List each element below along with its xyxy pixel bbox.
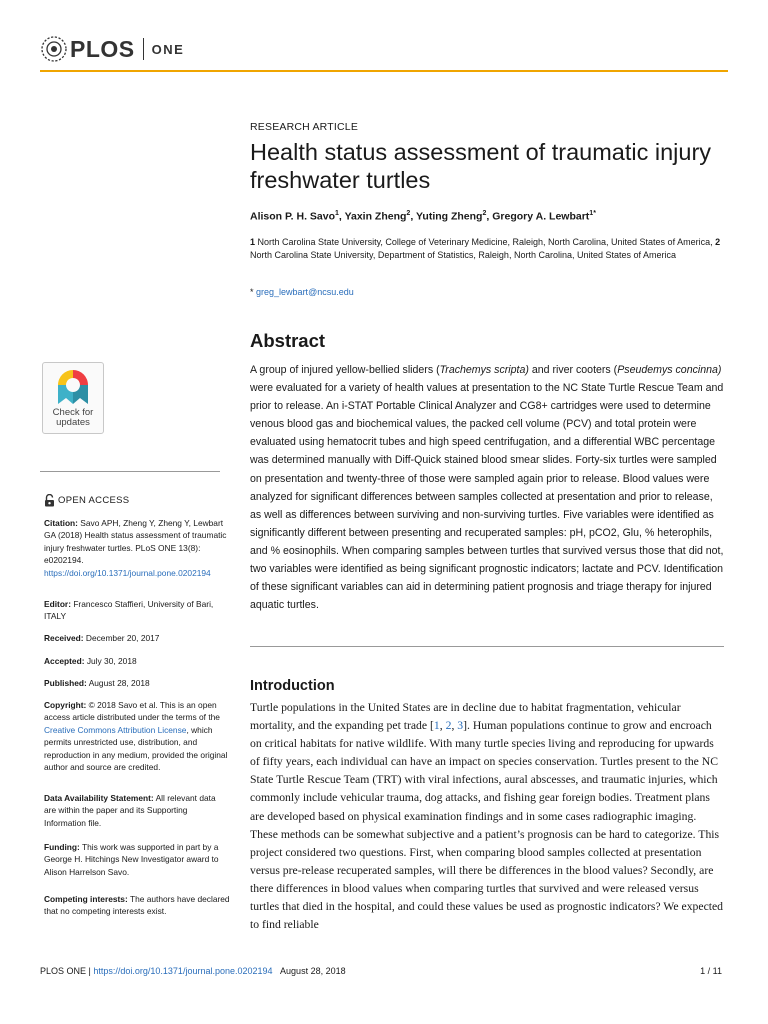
editor-block	[44, 598, 230, 623]
open-lock-icon	[44, 494, 55, 507]
footer-date: August 28, 2018	[280, 966, 346, 976]
funding-label: Funding:	[44, 842, 80, 852]
affiliations	[250, 236, 724, 261]
funding-block	[44, 841, 230, 878]
author-affil-sup: 2	[406, 210, 411, 217]
author-name[interactable]: Yuting Zheng	[415, 210, 483, 223]
abstract-heading: Abstract	[250, 330, 326, 351]
logo-separator	[143, 38, 144, 60]
species-name: Trachemys scripta)	[439, 364, 529, 376]
author-name[interactable]: Gregory A. Lewbart	[492, 210, 590, 223]
citation-label: Citation:	[44, 518, 78, 528]
corresponding-star: *	[250, 287, 254, 297]
crossmark-icon	[56, 368, 90, 406]
affiliation-1: North Carolina State University, College of Veterinary Medicine, Raleigh, North Carolina, United States of America,	[257, 237, 713, 247]
data-availability-text: All relevant data are within the paper and its Supporting Information file.	[44, 793, 216, 828]
reference-link[interactable]: 2	[445, 719, 452, 733]
copyright-text: © 2018 Savo et al. This is an open access article distributed under the terms of the	[44, 700, 220, 723]
abstract-divider	[250, 646, 724, 647]
corresponding-email	[250, 287, 354, 297]
author-affil-sup: 2	[482, 210, 487, 217]
open-access-label: OPEN ACCESS	[58, 495, 130, 506]
plos-logo[interactable]	[40, 34, 184, 64]
copyright-text-cont: , which permits unrestricted use, distribution, and reproduction in any medium, provided the original author and source are credited.	[44, 724, 228, 773]
reference-link[interactable]: 3	[457, 719, 464, 733]
author-affil-sup: 1	[335, 210, 339, 217]
reference-link[interactable]: 1	[433, 719, 440, 733]
logo-journal: ONE	[151, 41, 185, 57]
logo-text: PLOS	[70, 35, 135, 62]
introduction-heading: Introduction	[250, 678, 335, 694]
affiliation-number: 1	[250, 237, 256, 247]
accepted-block	[44, 655, 230, 667]
copyright-label: Copyright:	[44, 700, 87, 710]
accepted-date: July 30, 2018	[86, 656, 137, 666]
citation-block	[44, 517, 230, 579]
received-label: Received:	[44, 633, 84, 643]
header-rule	[40, 70, 728, 72]
affiliation-2: North Carolina State University, Department of Statistics, Raleigh, North Carolina, United States of America	[250, 249, 677, 260]
page-number: 1 / 11	[700, 966, 722, 976]
abstract-text	[250, 361, 724, 614]
published-label: Published:	[44, 678, 87, 688]
intro-part: ]. Human populations continue to grow and encroach on critical habitats for native wildlife. With many turtle species living and reproducing for upwards of fifty years, each individual can have an impact on species conservation. Turtles present to the NC State Turtle Rescue Team (TRT) with viral infections, aural abscesses, and traumatic injuries, which commonly include vehicular trauma, dog attacks, and fishing gear foreign bodies. Treatment plans are developed based on physical examination findings and in some cases radiographic imaging. These methods can be somewhat subjective and a patient’s prognosis can be hard to categorize. This project considered two questions. First, when comparing blood samples collected at presentation versus pre-release recuperated samples, will there be differences in the blood values? Secondly, are there differences in blood values when comparing turtles that survived and were released versus turtles that died in the hospital, and could these values be used as prognostic indicators? We expected to find reliable	[250, 719, 724, 932]
citation-text: Savo APH, Zheng Y, Zheng Y, Lewbart GA (2018) Health status assessment of traumatic injury freshwater turtles. PLoS ONE 13(8): e0202194.	[44, 518, 227, 566]
article-title: Health status assessment of traumatic injury freshwater turtles	[250, 139, 712, 193]
published-date: August 28, 2018	[88, 678, 150, 688]
citation-doi-link[interactable]: https://doi.org/10.1371/journal.pone.0202194	[44, 567, 211, 578]
affiliation-number: 2	[715, 237, 721, 247]
author-name[interactable]: Alison P. H. Savo	[250, 210, 335, 223]
competing-interests-text: The authors have declared that no competing interests exist.	[44, 894, 230, 917]
data-availability-label: Data Availability Statement:	[44, 793, 154, 803]
abstract-part: A group of injured yellow-bellied sliders (	[250, 364, 440, 376]
editor-text: Francesco Staffieri, University of Bari, ITALY	[44, 599, 214, 622]
accepted-label: Accepted:	[44, 656, 85, 666]
funding-text: This work was supported in part by a George H. Hitchings New Investigator award to Alison Harrelson Savo.	[44, 842, 219, 877]
data-availability-block	[44, 792, 230, 829]
page-footer	[40, 966, 346, 976]
intro-part: Turtle populations in the United States are in decline due to habitat fragmentation, vehicular mortality, and the expanding pet trade [	[250, 701, 681, 733]
license-link[interactable]: Creative Commons Attribution License	[44, 724, 187, 735]
published-block	[44, 677, 230, 689]
copyright-block	[44, 699, 230, 773]
competing-interests-block	[44, 893, 230, 918]
abstract-part: and river cooters (	[528, 364, 618, 376]
author-affil-sup: 1*	[589, 210, 596, 217]
author-name[interactable]: Yaxin Zheng	[344, 210, 407, 223]
footer-doi-link[interactable]: https://doi.org/10.1371/journal.pone.0202194	[93, 966, 273, 976]
plos-logo-mark-icon	[40, 35, 68, 63]
species-name: Pseudemys concinna)	[617, 364, 722, 376]
editor-label: Editor:	[44, 599, 71, 609]
open-access-badge	[44, 494, 129, 507]
received-block	[44, 632, 230, 644]
check-for-updates-button[interactable]	[42, 362, 104, 434]
crossmark-label: Check for updates	[52, 407, 94, 428]
email-link[interactable]: greg_lewbart@ncsu.edu	[256, 287, 354, 297]
competing-interests-label: Competing interests:	[44, 894, 128, 904]
introduction-text: Turtle populations in the United States are in decline due to habitat fragmentation, vehicular mortality, and the expanding pet trade [1, 2, 3]. Human populations continue to grow and encroach on critical habitats for native wildlife. With many turtle species living and reproducing for upwards of fifty years, each individual can have an impact on species conservation. Turtles present to the NC State Turtle Rescue Team (TRT) with viral infections, aural abscesses, and traumatic injuries, which commonly include vehicular trauma, dog attacks, and fishing gear foreign bodies. Treatment plans are developed based on physical examination findings and in some cases radiographic imaging. These methods can be somewhat subjective and a patient’s prognosis can be hard to categorize. This project considered two questions. First, when comparing blood samples collected at presentation versus pre-release recuperated samples, will there be differences in the blood values? Secondly, are there differences in blood values when comparing turtles that survived and were released versus turtles that died in the hospital, and could these values be used as prognostic indicators? We expected to find reliable	[250, 701, 724, 932]
abstract-part: were evaluated for a variety of health values at presentation to the NC State Turtle Rescue Team and prior to release. An i-STAT Portable Clinical Analyzer and CG8+ cartridges were used to determine venous blood gas and biochemical values, the packed cell volume (PCV) and total protein were evaluated using hematocrit tubes and high speed centrifugation, and a differential WBC percentage was determined manually with Diff-Quick stained blood smear slides. Forty-six turtles were sampled on presentation and twenty-three of those were sampled again prior to release. Blood values were analyzed for significant differences between samples collected at presentation and prior to release, as well as differences between surviving and non-surviving turtles. Five variables were identified as significantly different between presenting and recuperated samples: pH, pCO2, Glu, % heterophils, and % eosinophils. When comparing samples between turtles that survived versus those that did not, two variables were identified as being significant prognostic indicators; lactate and PCV. Identification of these significant variables can aid in determining patient prognosis and triage therapy for injured aquatic turtles.	[250, 382, 724, 612]
author-list: Alison P. H. Savo$^1$, Yaxin Zheng$^2$, Yuting Zheng$^2$, Gregory A. Lewbart$^{1*}$	[250, 210, 596, 223]
sidebar-divider	[40, 471, 220, 472]
received-date: December 20, 2017	[85, 633, 160, 643]
footer-journal: PLOS ONE |	[40, 966, 91, 976]
article-type: RESEARCH ARTICLE	[250, 121, 359, 133]
